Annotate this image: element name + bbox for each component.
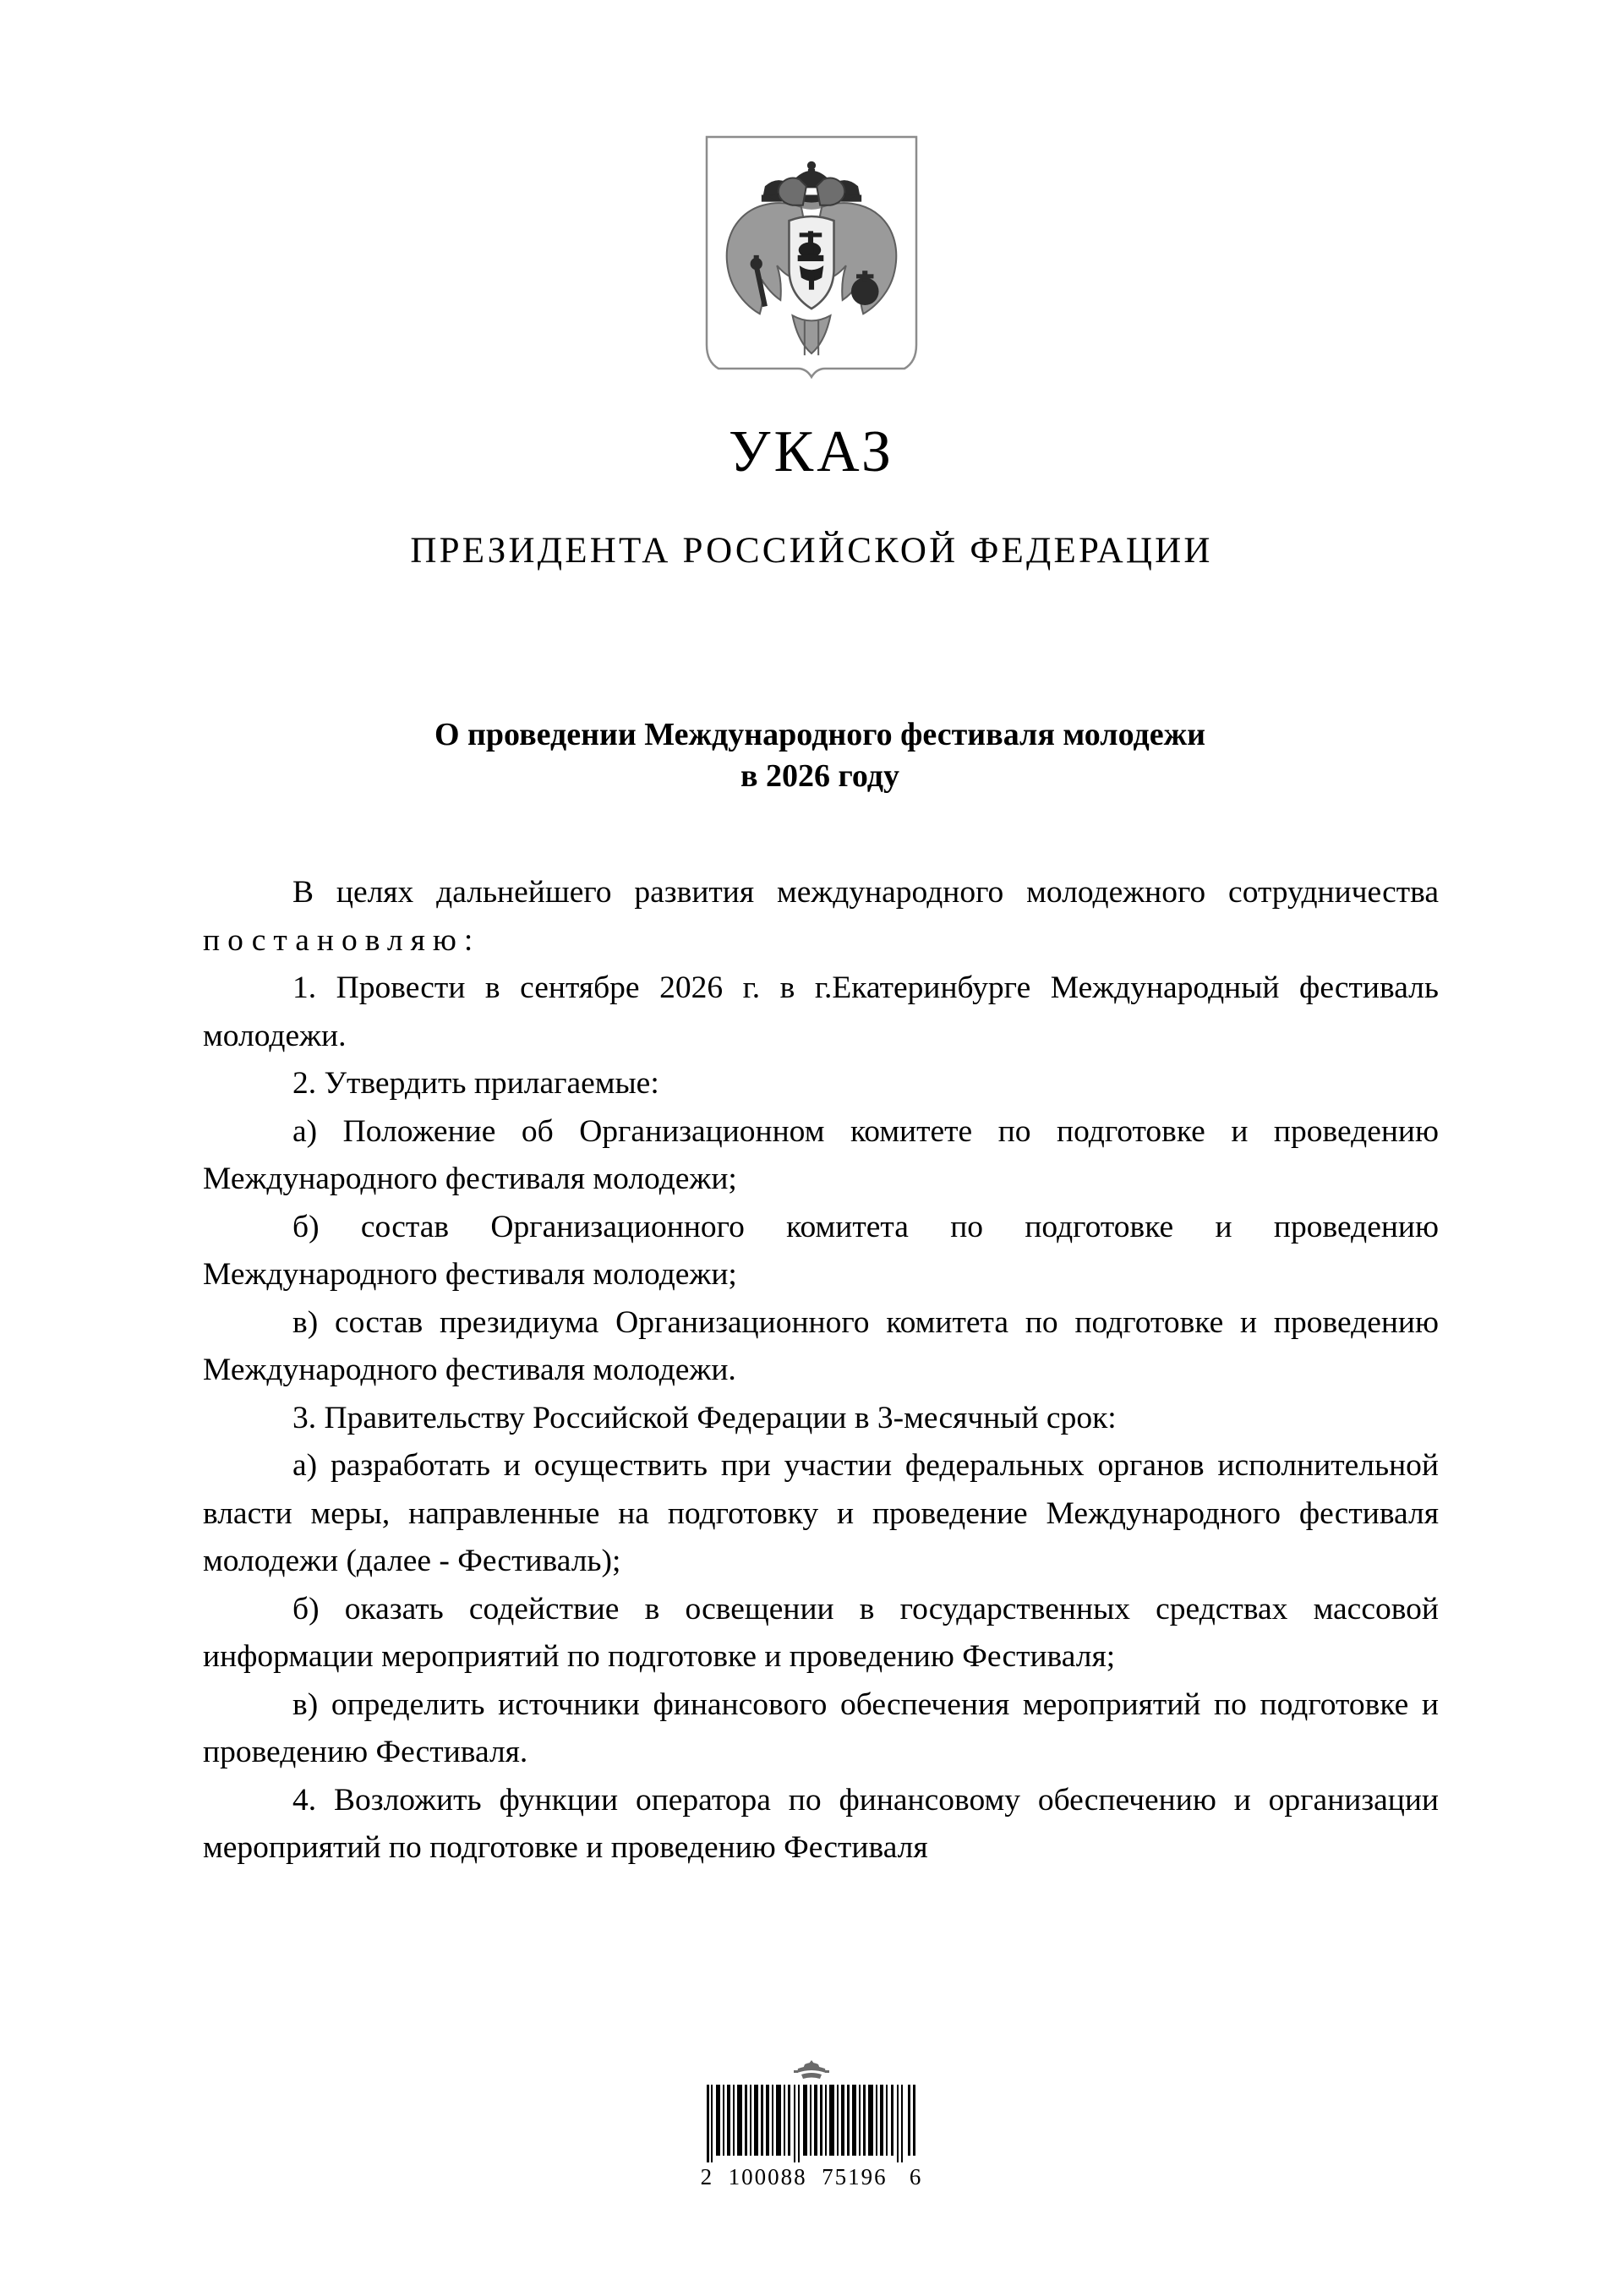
- barcode-footer: [0, 2058, 1623, 2190]
- paragraph-item-2-v: в) состав президиума Организационного комитета по подготовке и проведению Международного фестиваля молодежи.: [203, 1304, 1439, 1387]
- paragraph-item-3-b: б) оказать содействие в освещении в государственных средствах массовой информации мероприятий по подготовке и проведению Фестиваля;: [203, 1591, 1439, 1674]
- paragraph-item-1: 1. Провести в сентябре 2026 г. в г.Екатеринбурге Международный фестиваль молодежи.: [203, 970, 1439, 1053]
- page-title: УКАЗ: [728, 419, 895, 484]
- paragraph-item-2-a: а) Положение об Организационном комитете по подготовке и проведению Международного фестиваля молодежи;: [203, 1113, 1439, 1196]
- preamble-text-part-1: В целях дальнейшего развития международного молодежного сотрудничества: [292, 875, 1439, 910]
- barcode-number: 2 100088 75196 6: [700, 2164, 923, 2189]
- decree-heading-line-2: в 2026 году: [740, 757, 899, 794]
- decree-body: [203, 869, 1439, 1872]
- decree-heading-line-1: О проведении Международного фестиваля молодежи: [434, 717, 1206, 752]
- barcode-icon: [707, 2085, 916, 2162]
- decree-heading: [203, 714, 1437, 796]
- small-eagle-icon: [790, 2058, 833, 2084]
- coat-of-arms-container: [0, 135, 1623, 382]
- paragraph-preamble: [203, 869, 1439, 965]
- paragraph-item-4: 4. Возложить функции оператора по финансовому обеспечению и организации мероприятий по подготовке и проведению Фестиваля: [203, 1782, 1439, 1865]
- russian-coat-of-arms-icon: [705, 135, 918, 382]
- paragraph-item-3-v: в) определить источники финансового обеспечения мероприятий по подготовке и проведению Фестиваля.: [203, 1686, 1439, 1769]
- paragraph-item-2-b: б) состав Организационного комитета по подготовке и проведению Международного фестиваля молодежи;: [203, 1209, 1439, 1292]
- paragraph-item-3: 3. Правительству Российской Федерации в 3-месячный срок:: [292, 1400, 1117, 1435]
- paragraph-item-3-a: а) разработать и осуществить при участии федеральных органов исполнительной власти меры, направленные на подготовку и проведение Международного фестиваля молодежи (далее - Фестиваль);: [203, 1448, 1439, 1578]
- paragraph-item-2: 2. Утвердить прилагаемые:: [292, 1066, 659, 1101]
- preamble-text-part-3: :: [463, 922, 473, 958]
- preamble-emphasis-postanovlyayu: постановляю: [203, 922, 464, 958]
- issuing-authority: ПРЕЗИДЕНТА РОССИЙСКОЙ ФЕДЕРАЦИИ: [410, 531, 1213, 571]
